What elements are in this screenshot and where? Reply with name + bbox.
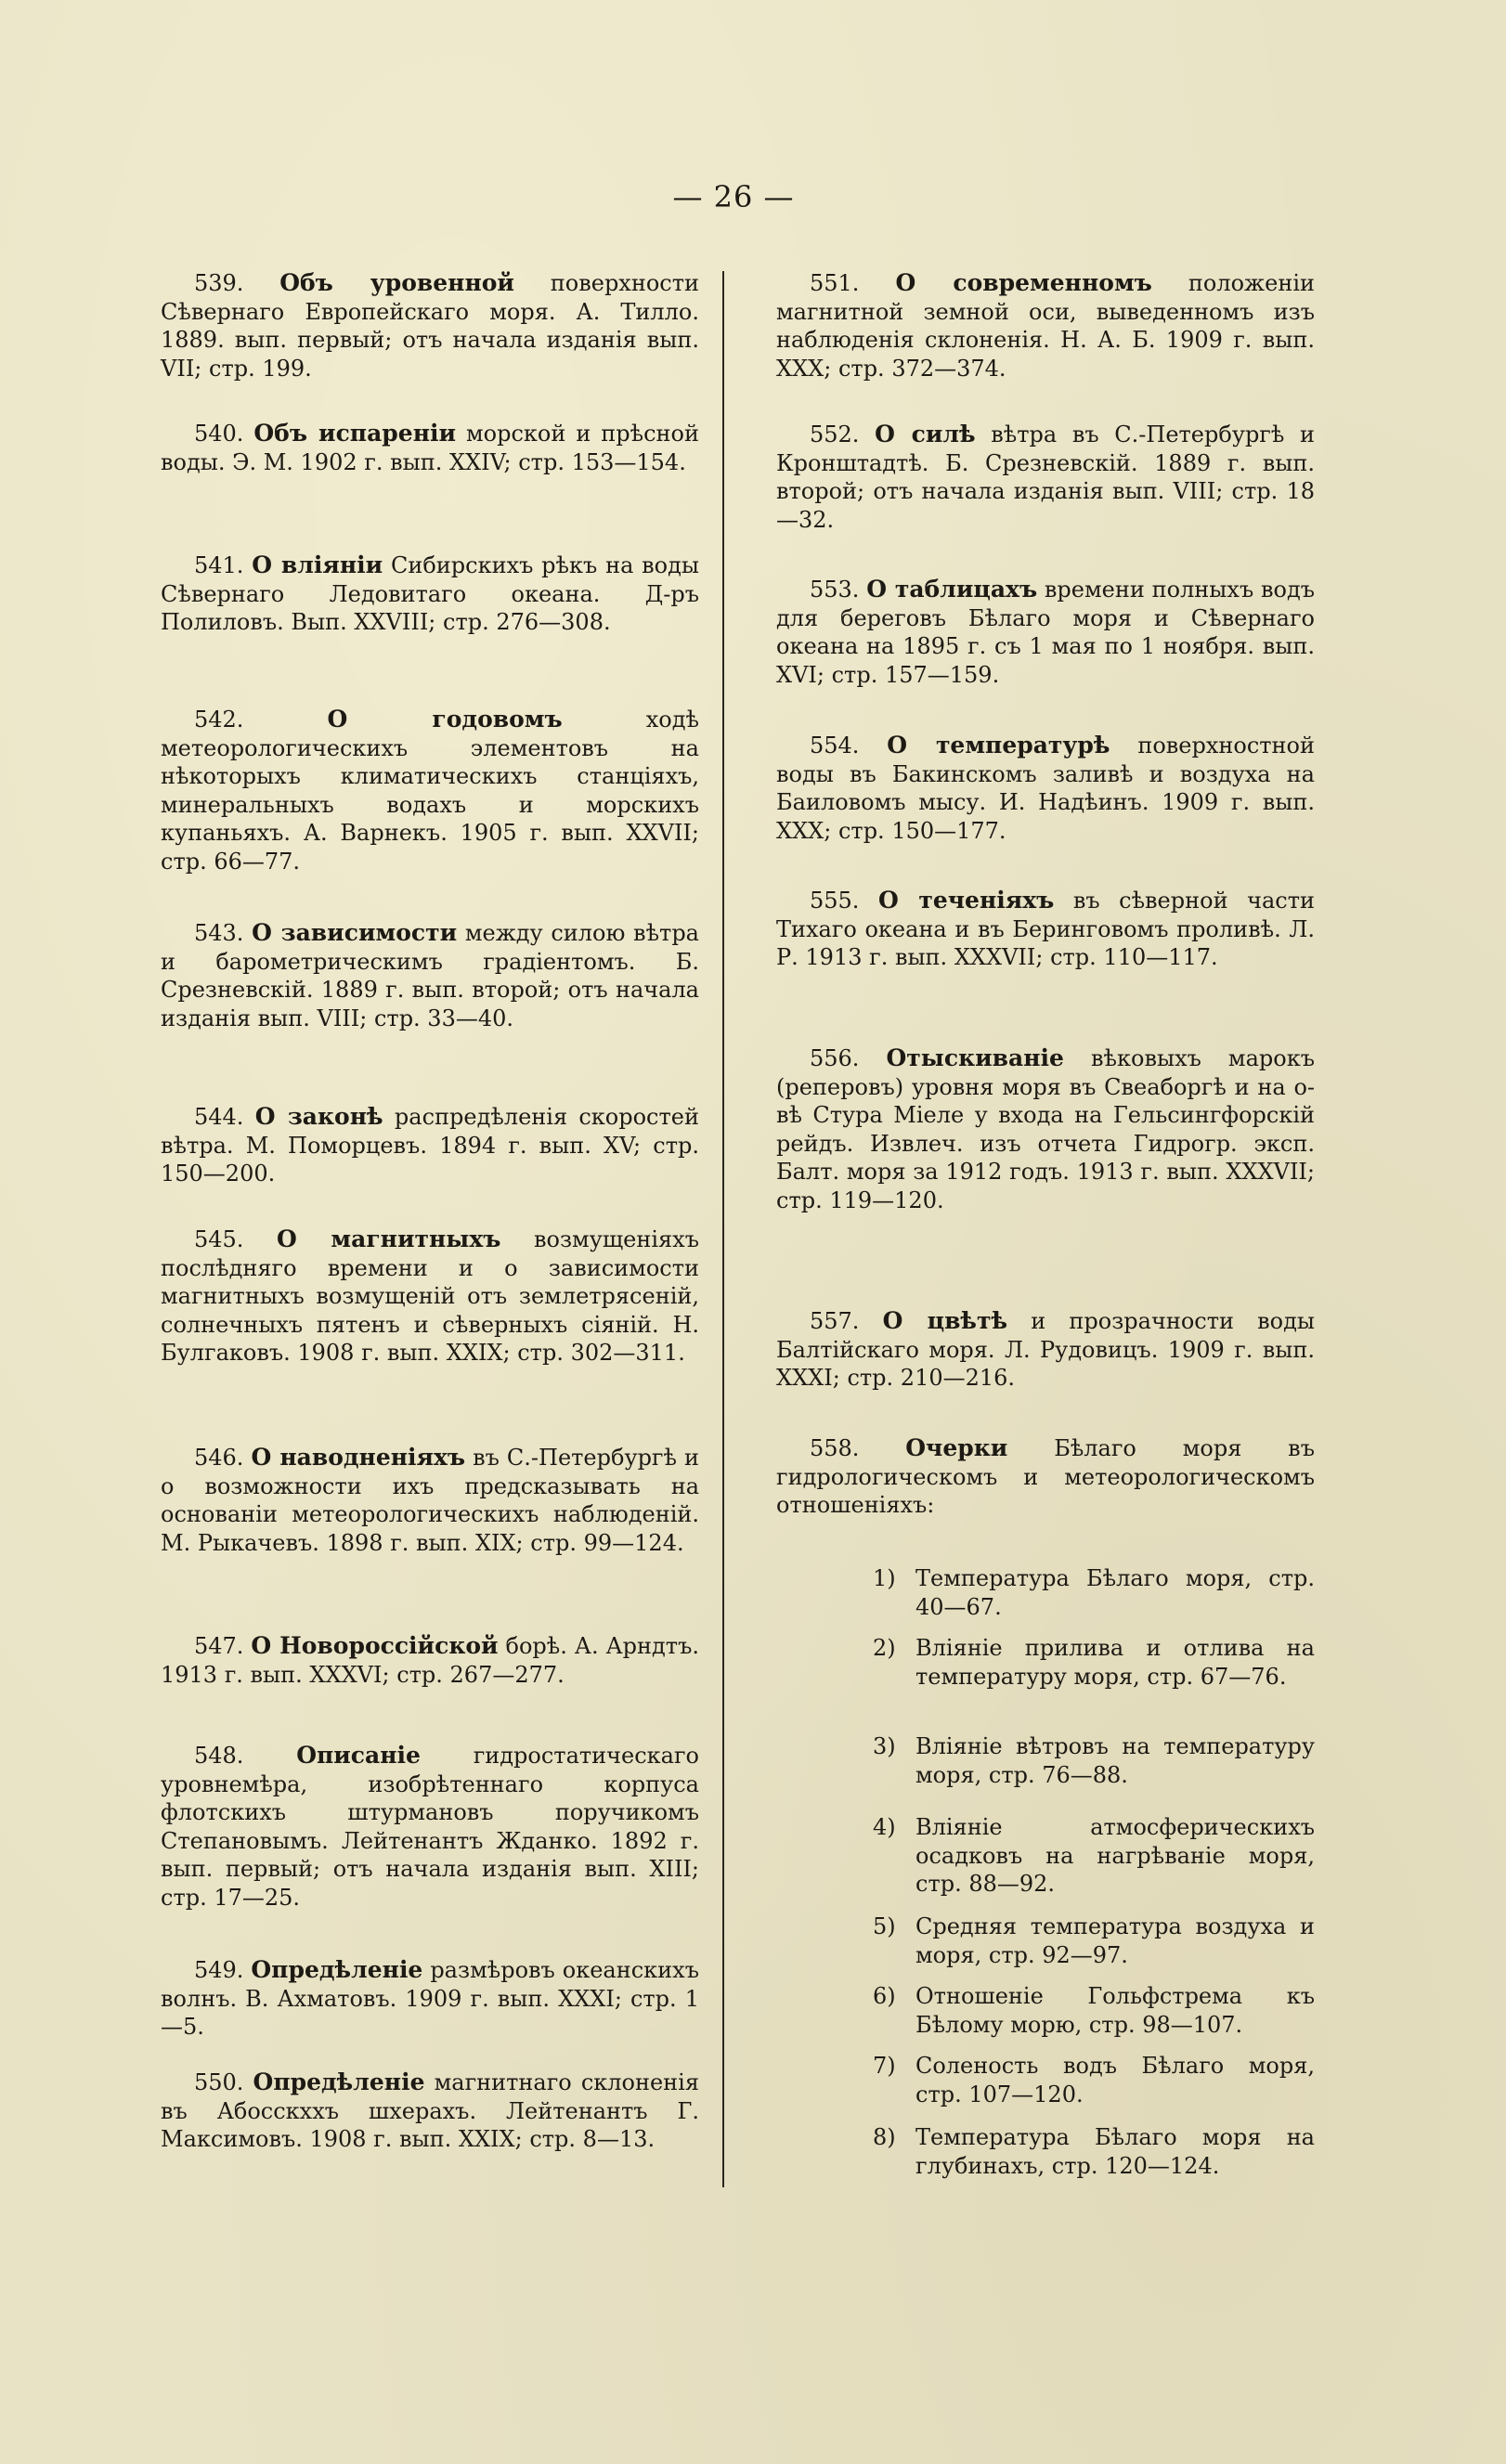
bibliography-entry-548 <box>161 1742 699 1912</box>
entry-heading: О температурѣ <box>887 732 1110 759</box>
sub-item-text: Вліяніе вѣтровъ на температуру моря, стр. 76—88. <box>915 1733 1315 1788</box>
sub-item-number: 2) <box>873 1635 896 1661</box>
sub-item-number: 6) <box>873 1983 896 2009</box>
bibliography-entry-554 <box>776 732 1315 845</box>
entry-text: въ сѣверной части Тихаго океана и въ Беринговомъ проливѣ. Л. Р. 1913 г. вып. XXXVII; стр. 110—117. <box>776 888 1315 970</box>
entry-text: морской и прѣсной воды. Э. М. 1902 г. вып. XXIV; стр. 153—154. <box>161 421 699 475</box>
entry-heading: Опредѣленіе <box>253 2068 425 2095</box>
bibliography-entry-550 <box>161 2068 699 2154</box>
sub-item-number: 3) <box>873 1733 896 1759</box>
column-divider <box>722 271 724 2187</box>
entry-number: 550. <box>194 2069 244 2095</box>
sub-item-number: 7) <box>873 2053 896 2079</box>
entry-text: поверхностной воды въ Бакинскомъ заливѣ и воздуха на Баиловомъ мысу. И. Надѣинъ. 1909 г. вып. XXX; стр. 150—177. <box>776 733 1315 844</box>
entry-number: 549. <box>194 1957 244 1983</box>
entry-heading: Очерки <box>905 1434 1008 1461</box>
bibliography-entry-557 <box>776 1307 1315 1393</box>
entry-number: 554. <box>810 733 860 759</box>
sub-item-7 <box>873 2052 1315 2108</box>
sub-item-2 <box>873 1634 1315 1691</box>
sub-item-5 <box>873 1913 1315 1969</box>
sub-item-1 <box>873 1564 1315 1621</box>
bibliography-entry-544 <box>161 1103 699 1188</box>
entry-number: 555. <box>810 888 860 914</box>
entry-text: возмущеніяхъ послѣдняго времени и о зависимости магнитныхъ возмущеній отъ землетрясеній, солнечныхъ пятенъ и сѣверныхъ сіяній. Н. Булгаковъ. 1908 г. вып. XXIX; стр. 302—311. <box>161 1226 699 1366</box>
entry-heading: О зависимости <box>252 919 458 946</box>
entry-number: 557. <box>810 1308 860 1334</box>
bibliography-entry-552 <box>776 421 1315 534</box>
bibliography-entry-556 <box>776 1044 1315 1214</box>
bibliography-entry-543 <box>161 919 699 1032</box>
sub-item-number: 4) <box>873 1814 896 1840</box>
entry-number: 546. <box>194 1445 244 1471</box>
bibliography-entry-555 <box>776 887 1315 972</box>
entry-number: 547. <box>194 1633 244 1659</box>
entry-heading: Объ испареніи <box>253 420 457 447</box>
sub-item-text: Средняя температура воздуха и моря, стр. 92—97. <box>915 1913 1315 1968</box>
entry-text: ходѣ метеорологическихъ элементовъ на нѣкоторыхъ климатическихъ станціяхъ, минеральныхъ водахъ и морскихъ купаньяхъ. А. Варнекъ. 1905 г. вып. XXVII; стр. 66—77. <box>161 707 699 875</box>
entry-text: распредѣленія скоростей вѣтра. М. Поморцевъ. 1894 г. вып. XV; стр. 150—200. <box>161 1104 699 1187</box>
entry-text: борѣ. А. Арндтъ. 1913 г. вып. XXXVI; стр. 267—277. <box>161 1633 699 1688</box>
entry-number: 542. <box>194 707 244 733</box>
sub-item-8 <box>873 2123 1315 2180</box>
bibliography-entry-540 <box>161 420 699 476</box>
entry-number: 556. <box>810 1045 860 1071</box>
entry-number: 558. <box>810 1435 860 1461</box>
entry-number: 548. <box>194 1743 244 1769</box>
entry-heading: О таблицахъ <box>866 576 1038 603</box>
entry-text: вѣковыхъ марокъ (реперовъ) уровня моря въ Свеаборгѣ и на о-вѣ Стура Міеле у входа на Гельсингфорскій рейдъ. Извлеч. изъ отчета Гидрогр. эксп. Балт. моря за 1912 годъ. 1913 г. вып. XXXVII; стр. 119—120. <box>776 1045 1315 1213</box>
entry-text: Бѣлаго моря въ гидрологическомъ и метеорологическомъ отношеніяхъ: <box>776 1435 1315 1518</box>
bibliography-entry-546 <box>161 1444 699 1557</box>
sub-item-text: Температура Бѣлаго моря, стр. 40—67. <box>915 1565 1315 1620</box>
entry-heading: О годовомъ <box>327 706 563 733</box>
entry-heading: О теченіяхъ <box>877 887 1055 914</box>
entry-number: 540. <box>194 421 244 447</box>
entry-heading: Отыскиваніе <box>886 1044 1064 1071</box>
entry-number: 539. <box>194 270 244 296</box>
entry-number: 552. <box>810 421 860 447</box>
entry-heading: О наводненіяхъ <box>251 1444 466 1471</box>
entry-text: и прозрачности воды Балтійскаго моря. Л. Рудовицъ. 1909 г. вып. XXXI; стр. 210—216. <box>776 1308 1315 1391</box>
entry-number: 553. <box>810 577 860 603</box>
entry-text: времени полныхъ водъ для береговъ Бѣлаго моря и Сѣвернаго океана на 1895 г. съ 1 мая по 1 ноября. вып. XVI; стр. 157—159. <box>776 577 1315 688</box>
bibliography-entry-545 <box>161 1226 699 1368</box>
bibliography-entry-558 <box>776 1434 1315 1520</box>
entry-heading: Описаніе <box>296 1742 421 1769</box>
entry-number: 541. <box>194 552 244 578</box>
entry-heading: О силѣ <box>875 421 976 447</box>
sub-item-text: Вліяніе атмосферическихъ осадковъ на нагрѣваніе моря, стр. 88—92. <box>915 1814 1315 1897</box>
entry-number: 545. <box>194 1226 244 1252</box>
page-number: — 26 — <box>672 179 795 214</box>
bibliography-entry-551 <box>776 269 1315 383</box>
entry-number: 551. <box>810 270 860 296</box>
entry-heading: О вліяніи <box>252 551 383 578</box>
entry-text: положеніи магнитной земной оси, выведенномъ изъ наблюденія склоненія. Н. А. Б. 1909 г. вып. XXX; стр. 372—374. <box>776 270 1315 382</box>
sub-item-text: Соленость водъ Бѣлаго моря, стр. 107—120. <box>915 2053 1315 2107</box>
entry-text: поверхности Сѣвернаго Европейскаго моря. А. Тилло. 1889. вып. первый; отъ начала изданія вып. VII; стр. 199. <box>161 270 699 382</box>
bibliography-entry-549 <box>161 1956 699 2042</box>
sub-item-4 <box>873 1813 1315 1899</box>
sub-item-text: Температура Бѣлаго моря на глубинахъ, стр. 120—124. <box>915 2124 1315 2179</box>
bibliography-entry-541 <box>161 551 699 637</box>
entry-heading: О Новороссійской <box>251 1632 499 1659</box>
entry-number: 544. <box>194 1104 244 1130</box>
sub-item-number: 5) <box>873 1913 896 1939</box>
sub-item-text: Отношеніе Гольфстрема къ Бѣлому морю, стр. 98—107. <box>915 1983 1315 2038</box>
sub-item-6 <box>873 1982 1315 2039</box>
bibliography-entry-553 <box>776 576 1315 689</box>
sub-item-text: Вліяніе прилива и отлива на температуру моря, стр. 67—76. <box>915 1635 1315 1690</box>
bibliography-entry-547 <box>161 1632 699 1689</box>
bibliography-entry-542 <box>161 706 699 875</box>
entry-text: магнитнаго склоненія въ Абосскххъ шхерахъ. Лейтенантъ Г. Максимовъ. 1908 г. вып. XXIX; стр. 8—13. <box>161 2069 699 2152</box>
bibliography-entry-539 <box>161 269 699 383</box>
entry-heading: О цвѣтѣ <box>882 1307 1008 1334</box>
entry-text: въ С.-Петербургѣ и о возможности ихъ предсказывать на основаніи метеорологическихъ наблюденій. М. Рыкачевъ. 1898 г. вып. XIX; стр. 99—124. <box>161 1445 699 1556</box>
entry-heading: О законѣ <box>254 1103 383 1130</box>
entry-number: 543. <box>194 920 244 946</box>
sub-item-number: 8) <box>873 2124 896 2150</box>
entry-heading: О современномъ <box>895 269 1152 296</box>
entry-text: между силою вѣтра и барометрическимъ градіентомъ. Б. Срезневскій. 1889 г. вып. второй; отъ начала изданія вып. VIII; стр. 33—40. <box>161 920 699 1031</box>
entry-text: размѣровъ океанскихъ волнъ. В. Ахматовъ. 1909 г. вып. XXXI; стр. 1—5. <box>161 1957 699 2040</box>
sub-item-3 <box>873 1732 1315 1789</box>
entry-text: гидростатическаго уровнемѣра, изобрѣтеннаго корпуса флотскихъ штурмановъ поручикомъ Степановымъ. Лейтенантъ Жданко. 1892 г. вып. первый; отъ начала изданія вып. XIII; стр. 17—25. <box>161 1743 699 1911</box>
entry-text: Сибирскихъ рѣкъ на воды Сѣвернаго Ледовитаго океана. Д-ръ Полиловъ. Вып. XXVIII; стр. 276—308. <box>161 552 699 635</box>
entry-heading: Объ уровенной <box>279 269 514 296</box>
entry-heading: О магнитныхъ <box>277 1226 501 1252</box>
entry-text: вѣтра въ С.-Петербургѣ и Кронштадтѣ. Б. Срезневскій. 1889 г. вып. второй; отъ начала изданія вып. VIII; стр. 18—32. <box>776 421 1316 533</box>
sub-item-number: 1) <box>873 1565 896 1591</box>
entry-heading: Опредѣленіе <box>251 1956 423 1983</box>
